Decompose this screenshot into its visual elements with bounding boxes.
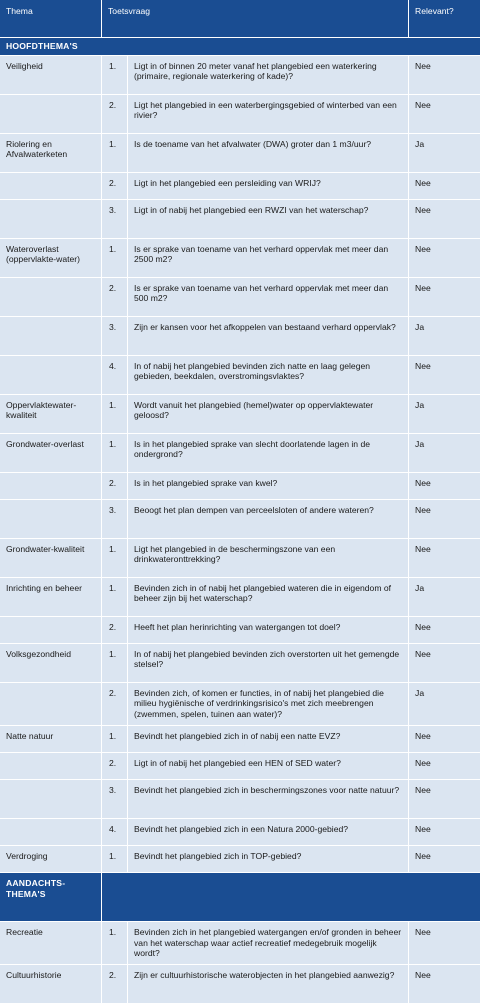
- question-number: 1.: [102, 644, 128, 683]
- question-text: Ligt in of binnen 20 meter vanaf het plangebied een waterkering (primaire, regionale waterkering of kade)?: [128, 56, 409, 95]
- question-text: Ligt het plangebied in een waterbergingsgebied of winterbed van een rivier?: [128, 95, 409, 134]
- theme-cell: [0, 95, 102, 134]
- question-number: 1.: [102, 922, 128, 965]
- table-row: [0, 683, 480, 726]
- theme-cell: [0, 500, 102, 539]
- question-text: Ligt in of nabij het plangebied een HEN of SED water?: [128, 753, 409, 780]
- question-text: In of nabij het plangebied bevinden zich natte en laag gelegen gebieden, beekdalen, overstromingsvlaktes?: [128, 356, 409, 395]
- table-header-row: [0, 0, 480, 38]
- question-number: 1.: [102, 846, 128, 873]
- relevant-answer: Nee: [409, 500, 480, 539]
- relevant-answer: Nee: [409, 278, 480, 317]
- relevant-answer: Ja: [409, 434, 480, 473]
- table-row: [0, 500, 480, 539]
- question-number: 1.: [102, 56, 128, 95]
- question-number: 1.: [102, 539, 128, 578]
- question-text: Bevinden zich in het plangebied watergangen en/of gronden in beheer van het waterschap waar actief recreatief medegebruik mogelijk wordt?: [128, 922, 409, 965]
- theme-cell: [0, 780, 102, 819]
- question-text: Bevindt het plangebied zich in TOP-gebied?: [128, 846, 409, 873]
- table-row: [0, 56, 480, 95]
- table-row: [0, 134, 480, 173]
- question-text: Ligt in het plangebied een persleiding van WRIJ?: [128, 173, 409, 200]
- relevant-answer: Ja: [409, 134, 480, 173]
- section-header-fill: [102, 873, 480, 922]
- table-row: [0, 356, 480, 395]
- table-row: [0, 473, 480, 500]
- question-number: 4.: [102, 356, 128, 395]
- question-text: Bevindt het plangebied zich in een Natura 2000-gebied?: [128, 819, 409, 846]
- question-number: 3.: [102, 317, 128, 356]
- question-text: Bevindt het plangebied zich in of nabij een natte EVZ?: [128, 726, 409, 753]
- theme-cell: Oppervlaktewater-kwaliteit: [0, 395, 102, 434]
- theme-cell: Natte natuur: [0, 726, 102, 753]
- question-text: Is in het plangebied sprake van kwel?: [128, 473, 409, 500]
- theme-cell: [0, 683, 102, 726]
- theme-cell: [0, 278, 102, 317]
- question-text: Wordt vanuit het plangebied (hemel)water op oppervlaktewater geloosd?: [128, 395, 409, 434]
- question-text: Ligt het plangebied in de beschermingszone van een drinkwateronttrekking?: [128, 539, 409, 578]
- theme-cell: Grondwater-kwaliteit: [0, 539, 102, 578]
- question-number: 2.: [102, 278, 128, 317]
- header-theme: Thema: [0, 0, 102, 38]
- question-number: 1.: [102, 239, 128, 278]
- question-number: 2.: [102, 473, 128, 500]
- question-text: Is er sprake van toename van het verhard oppervlak met meer dan 500 m2?: [128, 278, 409, 317]
- table-row: [0, 780, 480, 819]
- question-number: 2.: [102, 683, 128, 726]
- question-number: 2.: [102, 173, 128, 200]
- question-number: 3.: [102, 500, 128, 539]
- relevant-answer: Nee: [409, 644, 480, 683]
- question-number: 1.: [102, 578, 128, 617]
- question-number: 3.: [102, 780, 128, 819]
- header-question: Toetsvraag: [102, 0, 409, 38]
- theme-cell: Verdroging: [0, 846, 102, 873]
- relevant-answer: Nee: [409, 965, 480, 1004]
- table-row: [0, 200, 480, 239]
- table-row: [0, 317, 480, 356]
- table-row: [0, 965, 480, 1004]
- theme-cell: [0, 317, 102, 356]
- relevant-answer: Nee: [409, 200, 480, 239]
- section-title: HOOFDTHEMA'S: [0, 38, 480, 56]
- relevant-answer: Nee: [409, 239, 480, 278]
- question-text: Is de toename van het afvalwater (DWA) groter dan 1 m3/uur?: [128, 134, 409, 173]
- relevant-answer: Ja: [409, 578, 480, 617]
- section-header-row: [0, 873, 480, 922]
- relevant-answer: Nee: [409, 539, 480, 578]
- question-text: Bevindt het plangebied zich in beschermingszones voor natte natuur?: [128, 780, 409, 819]
- theme-cell: Wateroverlast (oppervlakte-water): [0, 239, 102, 278]
- relevant-answer: Nee: [409, 617, 480, 644]
- relevant-answer: Ja: [409, 395, 480, 434]
- question-number: 2.: [102, 965, 128, 1004]
- table-row: [0, 617, 480, 644]
- theme-cell: [0, 473, 102, 500]
- question-text: Beoogt het plan dempen van perceelsloten of andere wateren?: [128, 500, 409, 539]
- table-row: [0, 95, 480, 134]
- theme-cell: [0, 617, 102, 644]
- table-body: [0, 38, 480, 1004]
- relevant-answer: Nee: [409, 726, 480, 753]
- table-row: [0, 819, 480, 846]
- relevant-answer: Nee: [409, 780, 480, 819]
- header-relevant: Relevant?: [409, 0, 480, 38]
- question-number: 3.: [102, 200, 128, 239]
- relevant-answer: Nee: [409, 473, 480, 500]
- section-title: AANDACHTS-THEMA'S: [0, 873, 102, 922]
- question-text: Heeft het plan herinrichting van watergangen tot doel?: [128, 617, 409, 644]
- relevant-answer: Nee: [409, 95, 480, 134]
- theme-cell: Veiligheid: [0, 56, 102, 95]
- table-row: [0, 578, 480, 617]
- question-number: 4.: [102, 819, 128, 846]
- theme-cell: Recreatie: [0, 922, 102, 965]
- relevant-answer: Nee: [409, 922, 480, 965]
- question-text: In of nabij het plangebied bevinden zich overstorten uit het gemengde stelsel?: [128, 644, 409, 683]
- question-text: Zijn er kansen voor het afkoppelen van bestaand verhard oppervlak?: [128, 317, 409, 356]
- relevant-answer: Ja: [409, 683, 480, 726]
- relevant-answer: Ja: [409, 317, 480, 356]
- relevant-answer: Nee: [409, 846, 480, 873]
- relevant-answer: Nee: [409, 819, 480, 846]
- table-row: [0, 539, 480, 578]
- table-row: [0, 922, 480, 965]
- table-row: [0, 239, 480, 278]
- table-row: [0, 726, 480, 753]
- theme-cell: Riolering en Afvalwaterketen: [0, 134, 102, 173]
- table-row: [0, 846, 480, 873]
- table-row: [0, 395, 480, 434]
- theme-cell: [0, 819, 102, 846]
- theme-cell: [0, 753, 102, 780]
- theme-cell: Inrichting en beheer: [0, 578, 102, 617]
- theme-cell: Volksgezondheid: [0, 644, 102, 683]
- question-number: 2.: [102, 617, 128, 644]
- theme-cell: Cultuurhistorie: [0, 965, 102, 1004]
- table-row: [0, 278, 480, 317]
- question-number: 1.: [102, 434, 128, 473]
- theme-cell: [0, 200, 102, 239]
- question-text: Is er sprake van toename van het verhard oppervlak met meer dan 2500 m2?: [128, 239, 409, 278]
- question-text: Is in het plangebied sprake van slecht doorlatende lagen in de ondergrond?: [128, 434, 409, 473]
- relevant-answer: Nee: [409, 753, 480, 780]
- question-number: 1.: [102, 726, 128, 753]
- relevant-answer: Nee: [409, 356, 480, 395]
- relevant-answer: Nee: [409, 173, 480, 200]
- theme-cell: [0, 356, 102, 395]
- table-row: [0, 434, 480, 473]
- question-number: 1.: [102, 134, 128, 173]
- question-text: Zijn er cultuurhistorische waterobjecten in het plangebied aanwezig?: [128, 965, 409, 1004]
- section-header-row: [0, 38, 480, 56]
- table-row: [0, 753, 480, 780]
- theme-cell: [0, 173, 102, 200]
- table-row: [0, 173, 480, 200]
- question-number: 1.: [102, 395, 128, 434]
- question-text: Bevinden zich in of nabij het plangebied wateren die in eigendom of beheer zijn bij het waterschap?: [128, 578, 409, 617]
- question-text: Bevinden zich, of komen er functies, in of nabij het plangebied die milieu hygiënische of verdrinkingsrisico's met zich meebrengen (zwemmen, spelen, tuinen aan water)?: [128, 683, 409, 726]
- table-row: [0, 644, 480, 683]
- question-number: 2.: [102, 753, 128, 780]
- theme-cell: Grondwater-overlast: [0, 434, 102, 473]
- question-text: Ligt in of nabij het plangebied een RWZI van het waterschap?: [128, 200, 409, 239]
- relevant-answer: Nee: [409, 56, 480, 95]
- question-number: 2.: [102, 95, 128, 134]
